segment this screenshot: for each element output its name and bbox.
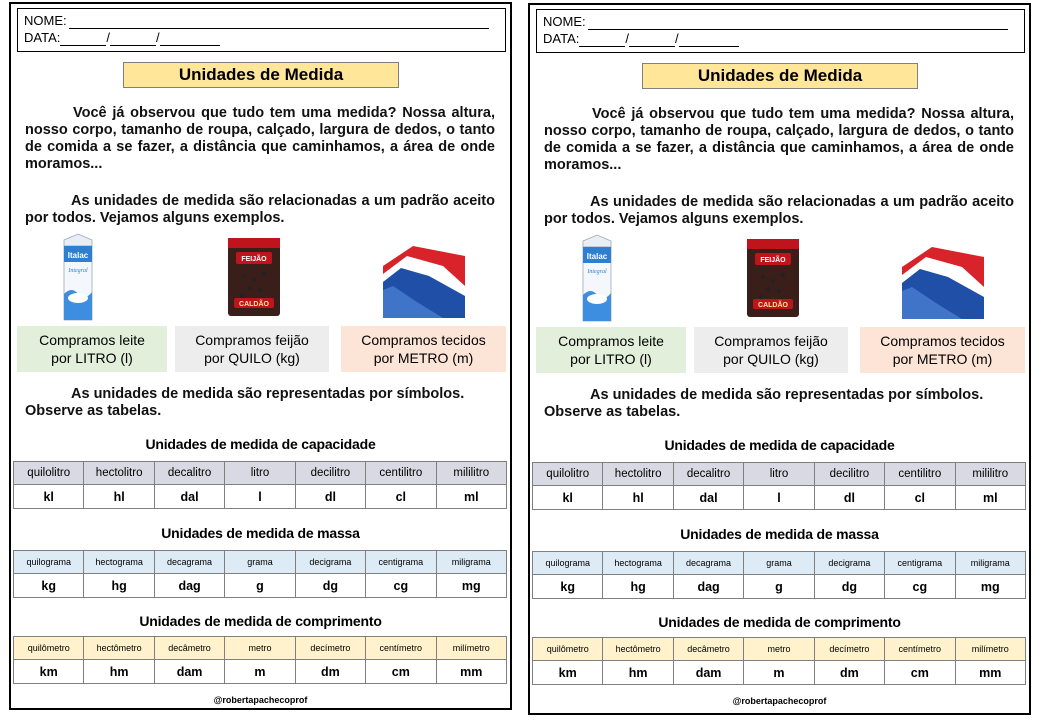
comprimento-unit-symbol: hm: [603, 661, 673, 685]
fabric-rolls-image: [902, 247, 984, 319]
comprimento-unit-name: decâmetro: [673, 638, 743, 661]
beans-label-bottom: CALDÃO: [239, 301, 269, 308]
massa-title: Unidades de medida de massa: [161, 525, 360, 541]
capacidade-unit-name: decilitro: [814, 463, 884, 486]
massa-unit-symbol: hg: [603, 575, 673, 599]
caption-tecidos-line2: por METRO (m): [892, 351, 993, 367]
comprimento-unit-symbol: mm: [436, 660, 506, 684]
caption-feijao-line2: por QUILO (kg): [204, 350, 300, 366]
capacidade-unit-symbol: dal: [673, 486, 743, 510]
capacidade-title: Unidades de medida de capacidade: [145, 436, 376, 452]
massa-unit-symbol: kg: [14, 574, 84, 598]
name-line: [24, 12, 499, 29]
capacidade-unit-name: hectolitro: [603, 463, 673, 486]
massa-unit-name: centigrama: [366, 551, 436, 574]
capacidade-title: Unidades de medida de capacidade: [664, 437, 895, 453]
comprimento-table: [13, 636, 507, 684]
date-line: [24, 29, 499, 46]
intro-paragraph: Você já observou que tudo tem uma medida? Nossa altura, nosso corpo, tamanho de roupa, calçado, largura de dedos, o tanto de comida a se fazer, a distância que caminhamos, a área de onde moramos...: [25, 105, 495, 172]
caption-leite-line2: por LITRO (l): [570, 351, 652, 367]
capacidade-table: [13, 461, 507, 509]
capacidade-unit-symbol: cl: [885, 486, 955, 510]
massa-unit-name: miligrama: [436, 551, 506, 574]
massa-symbols-row: [14, 574, 507, 598]
comprimento-unit-symbol: cm: [885, 661, 955, 685]
massa-unit-name: decigrama: [295, 551, 365, 574]
capacidade-unit-symbol: dl: [814, 486, 884, 510]
caption-leite: [17, 326, 167, 372]
caption-leite-line2: por LITRO (l): [51, 350, 133, 366]
date-year-blank[interactable]: [679, 34, 739, 47]
capacidade-unit-symbol: dl: [295, 485, 365, 509]
caption-tecidos-line1: Compramos tecidos: [880, 333, 1005, 349]
worksheet-right: [528, 3, 1031, 715]
massa-unit-name: decagrama: [673, 552, 743, 575]
symbols-paragraph: As unidades de medida são representadas por símbolos. Observe as tabelas.: [544, 387, 984, 420]
milk-carton-image: [577, 233, 617, 325]
milk-carton-image: [58, 232, 98, 324]
beans-label-bottom: CALDÃO: [758, 302, 788, 309]
massa-unit-name: decigrama: [814, 552, 884, 575]
capacidade-unit-symbol: l: [225, 485, 295, 509]
name-blank[interactable]: [69, 16, 489, 29]
massa-unit-symbol: dag: [673, 575, 743, 599]
comprimento-unit-symbol: dm: [814, 661, 884, 685]
date-separator: /: [625, 31, 629, 46]
comprimento-unit-symbol: km: [14, 660, 84, 684]
date-month-blank[interactable]: [110, 33, 156, 46]
capacidade-unit-name: decilitro: [295, 462, 365, 485]
massa-unit-symbol: cg: [366, 574, 436, 598]
caption-feijao-line2: por QUILO (kg): [723, 351, 819, 367]
massa-symbols-row: [533, 575, 1026, 599]
massa-unit-symbol: g: [225, 574, 295, 598]
massa-unit-name: centigrama: [885, 552, 955, 575]
comprimento-unit-symbol: km: [533, 661, 603, 685]
comprimento-title: Unidades de medida de comprimento: [139, 613, 382, 629]
comprimento-names-row: [14, 637, 507, 660]
comprimento-unit-symbol: mm: [955, 661, 1025, 685]
date-day-blank[interactable]: [579, 34, 625, 47]
capacidade-unit-name: litro: [744, 463, 814, 486]
massa-table: [532, 551, 1026, 599]
capacidade-unit-symbol: hl: [84, 485, 154, 509]
massa-unit-symbol: cg: [885, 575, 955, 599]
date-label: DATA:: [543, 31, 580, 46]
massa-unit-symbol: mg: [436, 574, 506, 598]
date-label: DATA:: [24, 30, 61, 45]
massa-table: [13, 550, 507, 598]
page-title: Unidades de Medida: [642, 63, 918, 89]
massa-unit-name: hectograma: [603, 552, 673, 575]
standard-paragraph: As unidades de medida são relacionadas a um padrão aceito por todos. Vejamos alguns exemplos.: [25, 193, 495, 226]
massa-unit-symbol: hg: [84, 574, 154, 598]
capacidade-unit-name: quilolitro: [14, 462, 84, 485]
massa-unit-name: quilograma: [533, 552, 603, 575]
massa-unit-name: grama: [225, 551, 295, 574]
massa-unit-name: decagrama: [154, 551, 224, 574]
capacidade-unit-name: centilitro: [885, 463, 955, 486]
capacidade-unit-symbol: kl: [14, 485, 84, 509]
caption-feijao-line1: Compramos feijão: [714, 333, 828, 349]
massa-unit-name: miligrama: [955, 552, 1025, 575]
capacidade-unit-name: mililitro: [955, 463, 1025, 486]
capacidade-table: [532, 462, 1026, 510]
capacidade-unit-symbol: ml: [436, 485, 506, 509]
comprimento-unit-symbol: cm: [366, 660, 436, 684]
capacidade-unit-symbol: dal: [154, 485, 224, 509]
massa-unit-name: quilograma: [14, 551, 84, 574]
caption-feijao: [175, 326, 329, 372]
date-separator: /: [674, 31, 679, 46]
date-line: [543, 30, 1018, 47]
comprimento-table: [532, 637, 1026, 685]
bean-bag-image: [743, 237, 803, 319]
massa-unit-symbol: kg: [533, 575, 603, 599]
caption-tecidos-line2: por METRO (m): [373, 350, 474, 366]
caption-leite: [536, 327, 686, 373]
date-separator: /: [155, 30, 160, 45]
comprimento-unit-name: decâmetro: [154, 637, 224, 660]
footer-credit: @robertapachecoprof: [213, 695, 308, 705]
milk-brand-text: Italac: [586, 252, 608, 261]
capacidade-unit-symbol: l: [744, 486, 814, 510]
massa-title: Unidades de medida de massa: [680, 526, 879, 542]
comprimento-unit-name: decímetro: [295, 637, 365, 660]
comprimento-unit-name: centímetro: [885, 638, 955, 661]
symbols-paragraph: As unidades de medida são representadas por símbolos. Observe as tabelas.: [25, 386, 465, 419]
massa-unit-symbol: dag: [154, 574, 224, 598]
comprimento-unit-symbol: hm: [84, 660, 154, 684]
capacidade-unit-name: mililitro: [436, 462, 506, 485]
massa-unit-name: hectograma: [84, 551, 154, 574]
caption-tecidos: [860, 327, 1025, 373]
comprimento-unit-name: hectômetro: [84, 637, 154, 660]
date-month-blank[interactable]: [629, 34, 675, 47]
milk-subtitle-text: Integral: [68, 268, 88, 274]
capacidade-names-row: [14, 462, 507, 485]
milk-brand-text: Italac: [67, 251, 89, 260]
worksheet-left: [9, 2, 512, 710]
capacidade-unit-symbol: ml: [955, 486, 1025, 510]
comprimento-symbols-row: [14, 660, 507, 684]
massa-unit-name: grama: [744, 552, 814, 575]
comprimento-unit-symbol: dam: [154, 660, 224, 684]
capacidade-unit-symbol: kl: [533, 486, 603, 510]
caption-tecidos-line1: Compramos tecidos: [361, 332, 486, 348]
standard-paragraph: As unidades de medida são relacionadas a um padrão aceito por todos. Vejamos alguns exemplos.: [544, 194, 1014, 227]
footer-credit: @robertapachecoprof: [732, 696, 827, 706]
fabric-rolls-image: [383, 246, 465, 318]
capacidade-unit-symbol: cl: [366, 485, 436, 509]
massa-names-row: [533, 552, 1026, 575]
bean-bag-image: [224, 236, 284, 318]
comprimento-unit-symbol: dam: [673, 661, 743, 685]
date-separator: /: [106, 30, 110, 45]
capacidade-unit-name: decalitro: [673, 463, 743, 486]
capacidade-unit-symbol: hl: [603, 486, 673, 510]
caption-leite-line1: Compramos leite: [558, 333, 664, 349]
date-year-blank[interactable]: [160, 33, 220, 46]
capacidade-unit-name: decalitro: [154, 462, 224, 485]
comprimento-unit-name: hectômetro: [603, 638, 673, 661]
capacidade-names-row: [533, 463, 1026, 486]
comprimento-unit-symbol: dm: [295, 660, 365, 684]
massa-unit-symbol: dg: [295, 574, 365, 598]
comprimento-unit-name: centímetro: [366, 637, 436, 660]
name-blank[interactable]: [588, 17, 1008, 30]
intro-paragraph: Você já observou que tudo tem uma medida? Nossa altura, nosso corpo, tamanho de roupa, calçado, largura de dedos, o tanto de comida a se fazer, a distância que caminhamos, a área de onde moramos...: [544, 106, 1014, 173]
caption-tecidos: [341, 326, 506, 372]
comprimento-unit-symbol: m: [744, 661, 814, 685]
student-info-box: [536, 9, 1025, 53]
comprimento-symbols-row: [533, 661, 1026, 685]
milk-subtitle-text: Integral: [587, 269, 607, 275]
comprimento-unit-name: milímetro: [955, 638, 1025, 661]
capacidade-symbols-row: [14, 485, 507, 509]
capacidade-unit-name: hectolitro: [84, 462, 154, 485]
comprimento-unit-name: metro: [225, 637, 295, 660]
capacidade-unit-name: quilolitro: [533, 463, 603, 486]
massa-unit-symbol: dg: [814, 575, 884, 599]
beans-label-top: FEIJÃO: [241, 256, 267, 263]
comprimento-names-row: [533, 638, 1026, 661]
caption-feijao-line1: Compramos feijão: [195, 332, 309, 348]
comprimento-unit-name: quilômetro: [533, 638, 603, 661]
comprimento-unit-symbol: m: [225, 660, 295, 684]
student-info-box: [17, 8, 506, 52]
name-label: NOME:: [24, 13, 67, 28]
date-day-blank[interactable]: [60, 33, 106, 46]
name-label: NOME:: [543, 14, 586, 29]
capacidade-symbols-row: [533, 486, 1026, 510]
massa-names-row: [14, 551, 507, 574]
massa-unit-symbol: mg: [955, 575, 1025, 599]
comprimento-title: Unidades de medida de comprimento: [658, 614, 901, 630]
name-line: [543, 13, 1018, 30]
beans-label-top: FEIJÃO: [760, 257, 786, 264]
caption-leite-line1: Compramos leite: [39, 332, 145, 348]
comprimento-unit-name: quilômetro: [14, 637, 84, 660]
massa-unit-symbol: g: [744, 575, 814, 599]
comprimento-unit-name: metro: [744, 638, 814, 661]
capacidade-unit-name: centilitro: [366, 462, 436, 485]
capacidade-unit-name: litro: [225, 462, 295, 485]
comprimento-unit-name: milímetro: [436, 637, 506, 660]
page-title: Unidades de Medida: [123, 62, 399, 88]
comprimento-unit-name: decímetro: [814, 638, 884, 661]
caption-feijao: [694, 327, 848, 373]
